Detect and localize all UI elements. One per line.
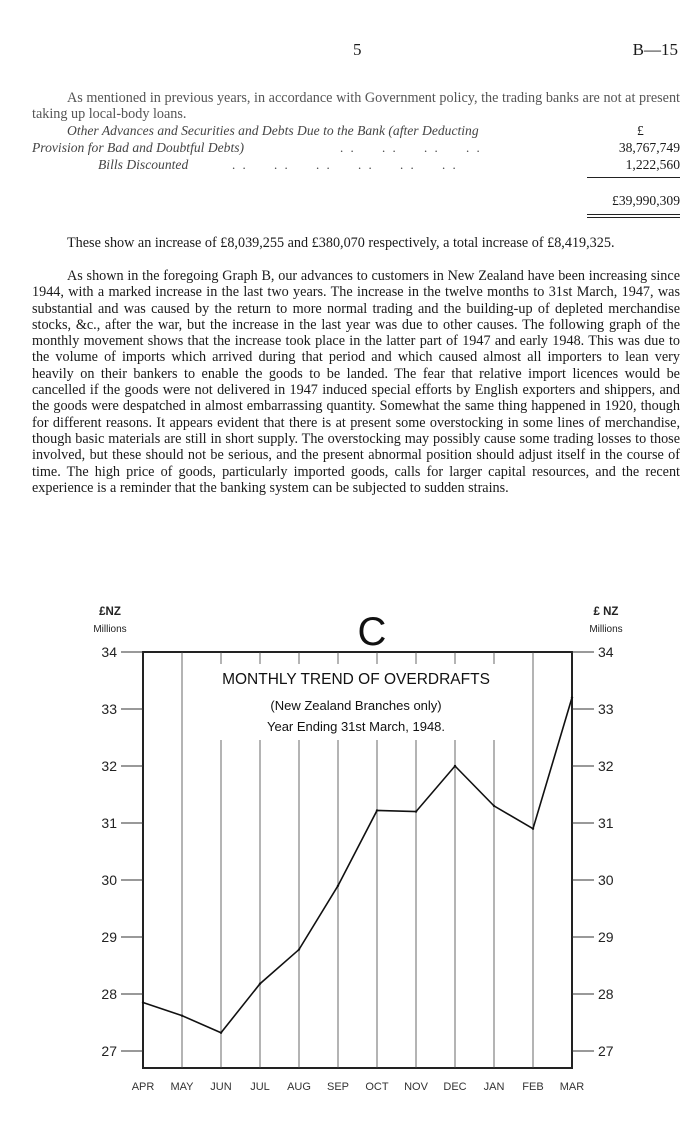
intro-paragraph: As mentioned in previous years, in accordance with Government policy, the trading banks are not at present taking up local-body loans. xyxy=(32,90,680,123)
page-number: 5 xyxy=(353,40,362,59)
y-tick-label-left: 32 xyxy=(101,758,117,774)
accounts-value1: 38,767,749 xyxy=(618,140,680,155)
chart-subtitle: (New Zealand Branches only) xyxy=(270,698,442,713)
data-point xyxy=(220,1032,222,1034)
leader-dots: . . . . . . . . xyxy=(340,140,482,155)
accounts-line1a: Other Advances and Securities and Debts Due to the Bank (after Deducting xyxy=(67,123,479,138)
y-tick-label-right: 29 xyxy=(598,929,614,945)
x-tick-label: MAY xyxy=(170,1081,194,1093)
x-tick-label: APR xyxy=(131,1081,155,1093)
data-point xyxy=(298,948,300,950)
data-point xyxy=(493,805,495,807)
y-tick-label-right: 32 xyxy=(598,758,614,774)
y-tick-label-right: 27 xyxy=(598,1043,614,1059)
paragraph-increase: These show an increase of £8,039,255 and £380,070 respectively, a total increase of £8,419,325. xyxy=(67,235,615,251)
data-point xyxy=(259,983,261,985)
accounts-total: £39,990,309 xyxy=(612,193,680,208)
y-tick-label-left: 33 xyxy=(101,701,117,717)
y-unit-label-right: £ NZ xyxy=(593,606,619,618)
overdrafts-chart xyxy=(0,600,700,1093)
y-tick-label-right: 33 xyxy=(598,701,614,717)
y-tick-label-left: 27 xyxy=(101,1043,117,1059)
total-double-rule xyxy=(587,214,680,215)
subtotal-rule xyxy=(587,177,680,178)
accounts-line2: Bills Discounted xyxy=(98,157,189,172)
data-point xyxy=(181,1014,183,1016)
y-unit-label-left: £NZ xyxy=(99,606,121,618)
chart-title: MONTHLY TREND OF OVERDRAFTS xyxy=(222,671,490,688)
x-tick-label: DEC xyxy=(443,1081,467,1093)
paragraph-advances: As shown in the foregoing Graph B, our advances to customers in New Zealand have been increasing since 1944, with a marked increase in the last two years. The increase in the twelve months to 31st March, 1947, was substantial and was caused by the return to more normal trading and the building-up of depleted merchandise stocks, &c., after the war, but the increase in the last year was due to other causes. The following graph of the monthly movement shows that the increase took place in the latter part of 1947 and early 1948. This was due to the volume of imports which arrived during that period and which caused almost all importers to lean very heavily on their bankers to enable the goods to be landed. The fear that relative import licences would be cancelled if the goods were not delivered in 1947 induced special efforts by English exporters and shippers, and the goods were despatched in almost embarrassing quantity. Somewhat the same thing happened in 1920, though for different reasons. It appears evident that there is at present some overstocking in some lines of merchandise, though basic materials are still in short supply. The overstocking may possibly cause some trading losses to those involved, but these should not be serious, and the present abnormal position should adjust itself in the course of time. The high price of goods, particularly imported goods, calls for larger capital resources, and the recent experience is a reminder that the banking system can be subjected to sudden strains. xyxy=(32,268,680,496)
accounts-line1b: Provision for Bad and Doubtful Debts) xyxy=(32,140,245,155)
leader-dots: . . . . . . . . . . . . xyxy=(232,157,458,172)
y-tick-label-right: 34 xyxy=(598,644,614,660)
x-tick-label: NOV xyxy=(404,1081,428,1093)
x-tick-label: MAR xyxy=(559,1081,585,1093)
x-tick-label: OCT xyxy=(365,1081,389,1093)
y-unit-label-right: Millions xyxy=(589,624,623,635)
chart-subtitle: Year Ending 31st March, 1948. xyxy=(266,719,446,734)
data-point xyxy=(532,828,534,830)
graph-letter: C xyxy=(357,610,387,654)
document-reference: B—15 xyxy=(632,40,678,59)
x-tick-label: FEB xyxy=(522,1081,544,1093)
x-tick-label: SEP xyxy=(326,1081,350,1093)
y-tick-label-left: 34 xyxy=(101,644,117,660)
data-point xyxy=(142,1001,144,1003)
y-unit-label-left: Millions xyxy=(93,624,127,635)
data-point xyxy=(571,696,573,698)
y-tick-label-right: 31 xyxy=(598,815,614,831)
overdrafts-series-line xyxy=(143,698,572,1033)
y-tick-label-left: 31 xyxy=(101,815,117,831)
accounts-value2: 1,222,560 xyxy=(625,157,680,172)
x-tick-label: JUL xyxy=(250,1081,270,1093)
y-tick-label-right: 28 xyxy=(598,986,614,1002)
data-point xyxy=(415,810,417,812)
data-point xyxy=(337,885,339,887)
y-tick-label-right: 30 xyxy=(598,872,614,888)
total-double-rule xyxy=(587,217,680,218)
x-tick-label: JAN xyxy=(483,1081,505,1093)
y-tick-label-left: 29 xyxy=(101,929,117,945)
y-tick-label-left: 28 xyxy=(101,986,117,1002)
x-tick-label: JUN xyxy=(210,1081,232,1093)
currency-symbol: £ xyxy=(637,123,644,138)
data-point xyxy=(454,765,456,767)
data-point xyxy=(376,809,378,811)
x-tick-label: AUG xyxy=(287,1081,311,1093)
y-tick-label-left: 30 xyxy=(101,872,117,888)
